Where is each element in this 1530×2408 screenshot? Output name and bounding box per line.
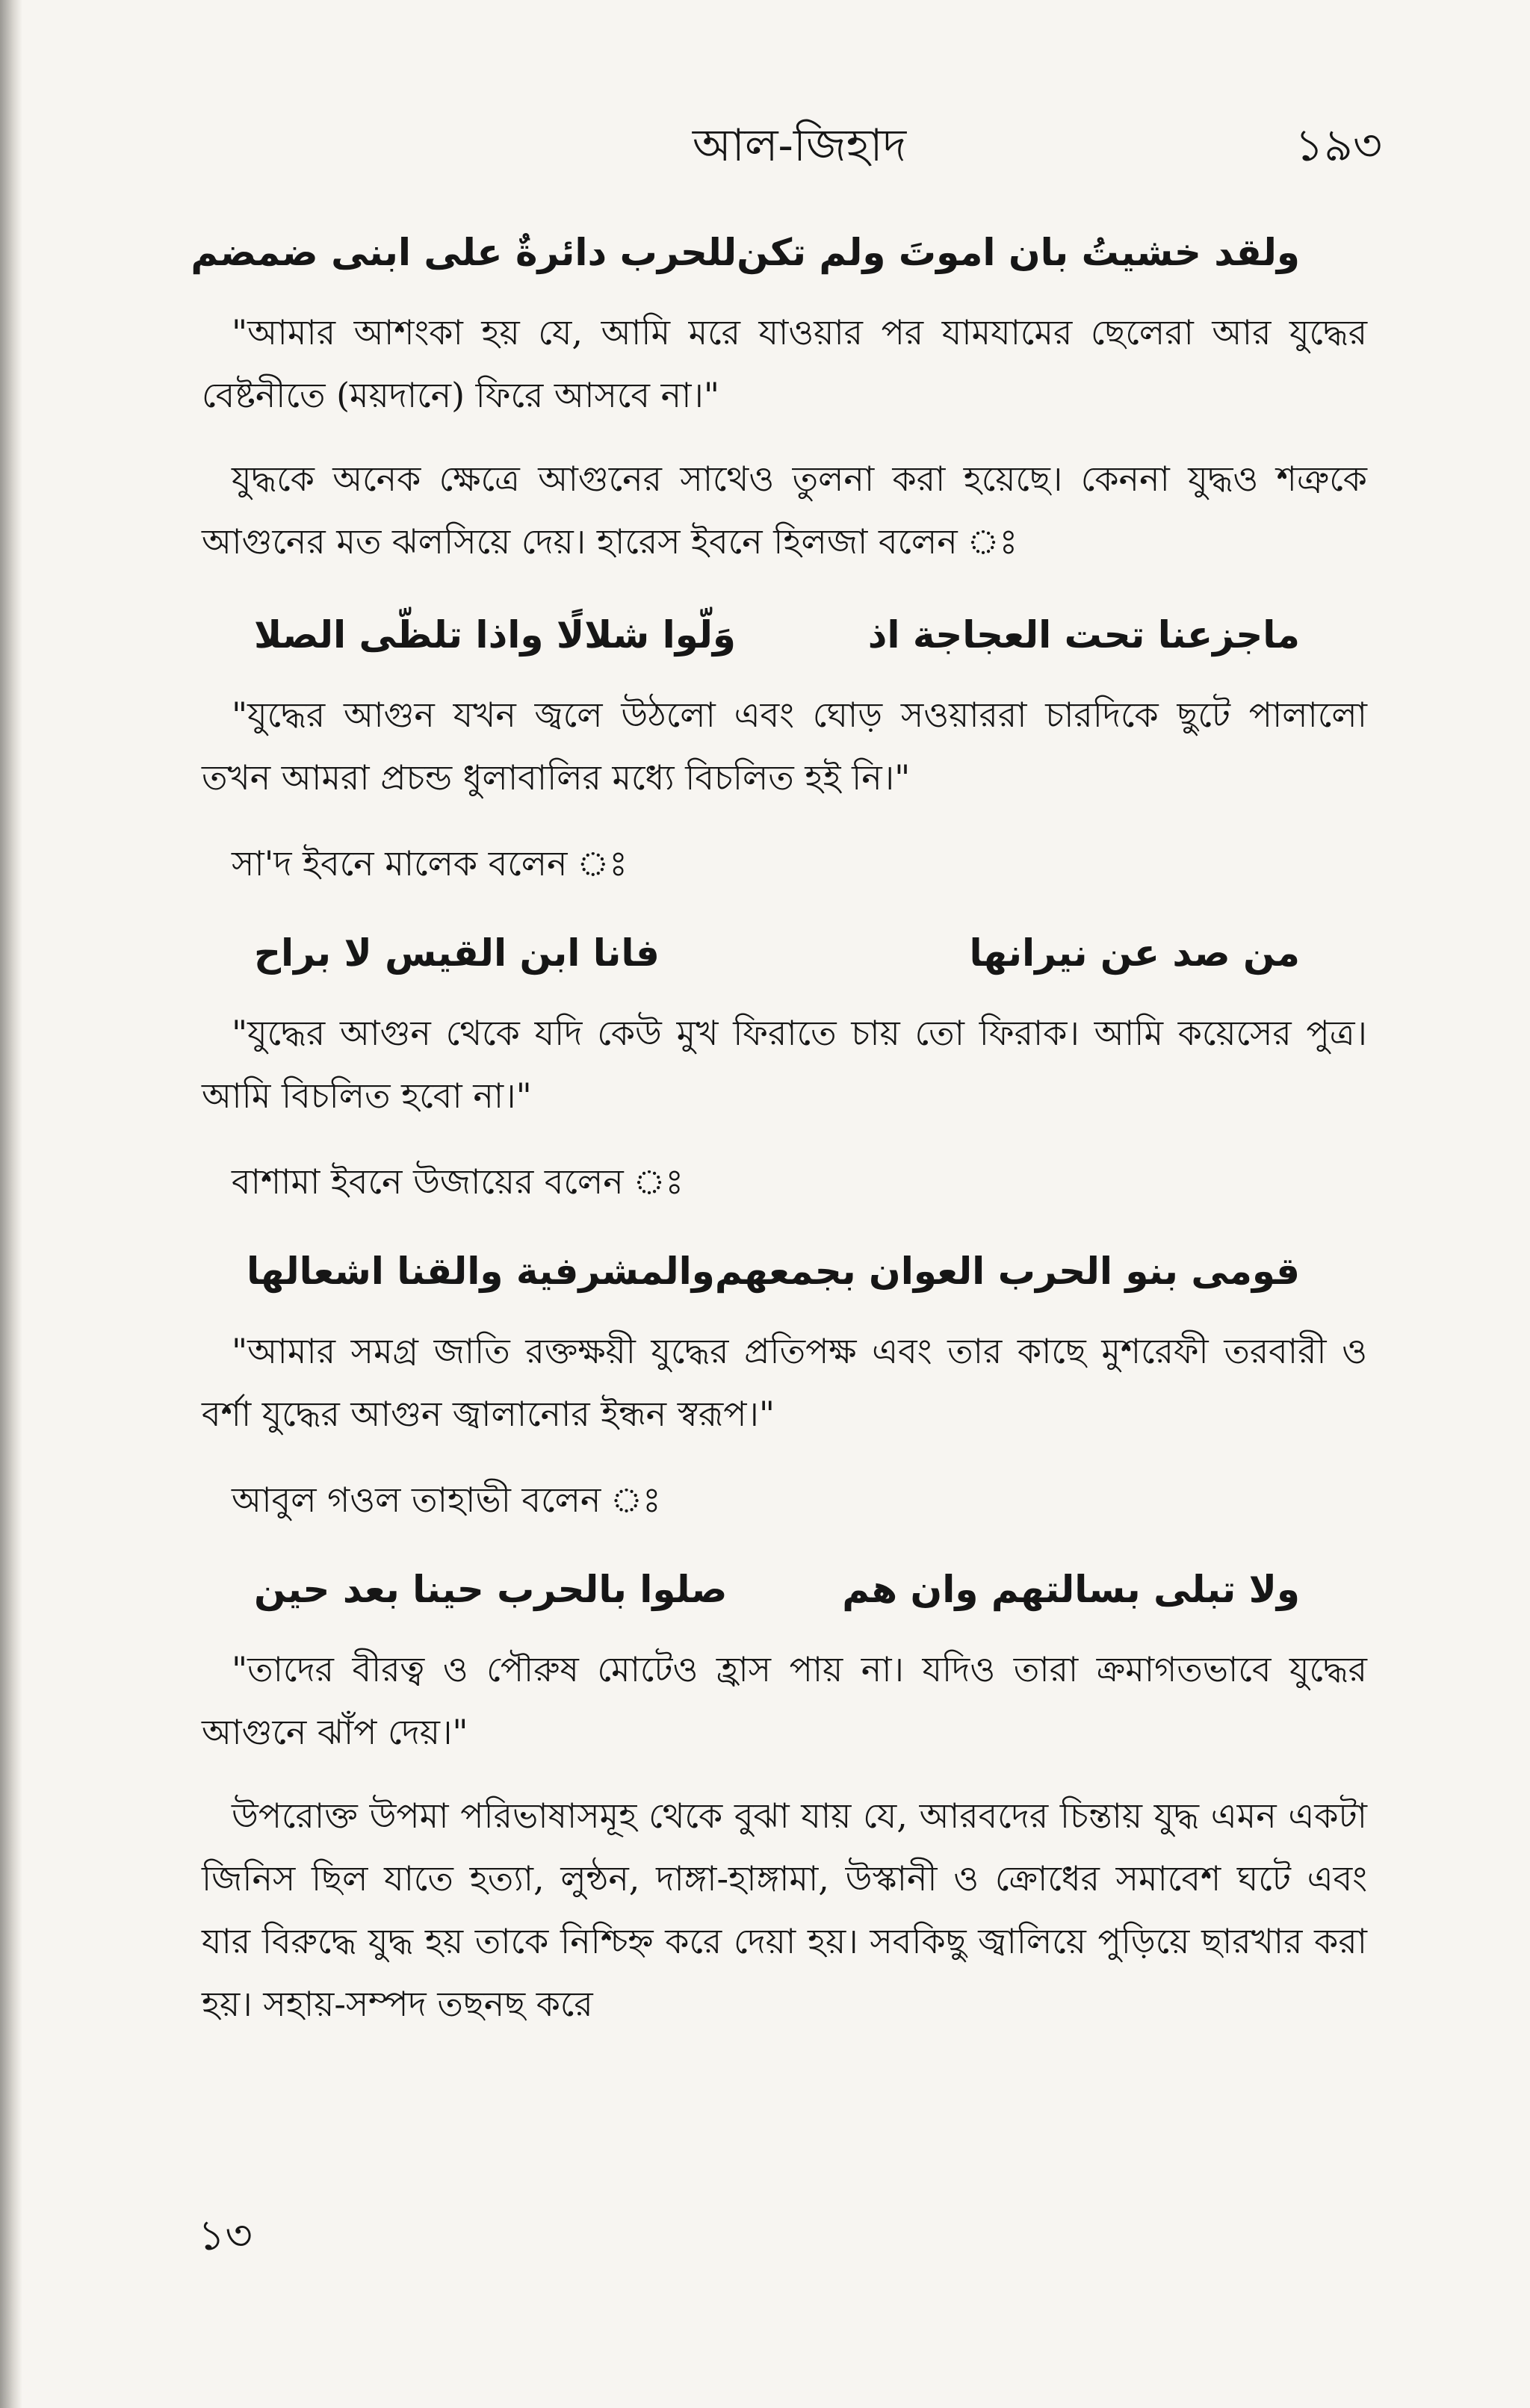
- book-spine-shadow: [0, 0, 22, 2408]
- translation-4: "আমার সমগ্র জাতি রক্তক্ষয়ী যুদ্ধের প্রতিপক্ষ এবং তার কাছে মুশরেফী তরবারী ও বর্শা যুদ্ধের আগুন জ্বালানোর ইন্ধন স্বরূপ।": [202, 1331, 1367, 1434]
- verse-1-first-hemistich: ولقد خشيتُ بان اموتَ ولم تكن: [737, 231, 1300, 274]
- verse-4-first-hemistich: قومى بنو الحرب العوان بجمعهم: [714, 1250, 1300, 1293]
- verse-2-first-hemistich: ماجزعنا تحت العجاجة اذ: [867, 613, 1300, 657]
- translation-5: "তাদের বীরত্ব ও পৌরুষ মোটেও হ্রাস পায় না। যদিও তারা ক্রমাগতভাবে যুদ্ধের আগুনে ঝাঁপ দেয়।": [202, 1649, 1367, 1752]
- verse-5-first-hemistich: ولا تبلى بسالتهم وان هم: [842, 1568, 1300, 1611]
- page-number: ১৯৩: [1295, 120, 1382, 172]
- arabic-verse-1: [191, 211, 1367, 294]
- verse-1-second-hemistich: للحرب دائرةٌ على ابنى ضمضم: [191, 231, 737, 274]
- verse-3-second-hemistich: فانا ابن القيس لا براح: [254, 931, 660, 975]
- verse-5-second-hemistich: صلوا بالحرب حينا بعد حين: [254, 1568, 728, 1611]
- verse-2-second-hemistich: وَلّوا شلالًا واذا تلظّى الصلا: [254, 613, 736, 657]
- page-header: [217, 112, 1382, 179]
- arabic-verse-4: [202, 1230, 1367, 1312]
- verse-4-second-hemistich: والمشرفية والقنا اشعالها: [247, 1250, 715, 1293]
- paragraph-1: যুদ্ধকে অনেক ক্ষেত্রে আগুনের সাথেও তুলনা করা হয়েছে। কেননা যুদ্ধও শত্রুকে আগুনের মত ঝলসিয়ে দেয়। হারেস ইবনে হিলজা বলেন ঃ: [202, 459, 1367, 562]
- arabic-verse-5: [202, 1548, 1367, 1630]
- arabic-verse-3: [202, 912, 1367, 994]
- speaker-5: আবুল গওল তাহাভী বলেন ঃ: [232, 1480, 661, 1520]
- translation-1: "আমার আশংকা হয় যে, আমি মরে যাওয়ার পর যামযামের ছেলেরা আর যুদ্ধের বেষ্টনীতে (ময়দানে) ফিরে আসবে না।": [202, 312, 1367, 415]
- page-body: [191, 205, 1367, 2056]
- arabic-verse-2: [202, 594, 1367, 676]
- running-title: আল-জিহাদ: [692, 120, 907, 172]
- speaker-3: সা'দ ইবনে মালেক বলেন ঃ: [232, 843, 628, 884]
- paragraph-2: উপরোক্ত উপমা পরিভাষাসমূহ থেকে বুঝা যায় যে, আরবদের চিন্তায় যুদ্ধ এমন একটা জিনিস ছিল যাতে হত্যা, লুন্ঠন, দাঙ্গা-হাঙ্গামা, উস্কানী ও ক্রোধের সমাবেশ ঘটে এবং যার বিরুদ্ধে যুদ্ধ হয় তাকে নিশ্চিহ্ন করে দেয়া হয়। সবকিছু জ্বালিয়ে পুড়িয়ে ছারখার করা হয়। সহায়-সম্পদ তছনছ করে: [202, 1796, 1367, 2024]
- signature-mark: ১৩: [198, 2212, 253, 2260]
- verse-3-first-hemistich: من صد عن نيرانها: [969, 931, 1300, 975]
- speaker-4: বাশামা ইবনে উজায়ের বলেন ঃ: [232, 1161, 684, 1202]
- translation-2: "যুদ্ধের আগুন যখন জ্বলে উঠলো এবং ঘোড় সওয়াররা চারদিকে ছুটে পালালো তখন আমরা প্রচন্ড ধুলাবালির মধ্যে বিচলিত হই নি।": [202, 695, 1367, 798]
- translation-3: "যুদ্ধের আগুন থেকে যদি কেউ মুখ ফিরাতে চায় তো ফিরাক। আমি কয়েসের পুত্র। আমি বিচলিত হবো না।": [202, 1013, 1367, 1116]
